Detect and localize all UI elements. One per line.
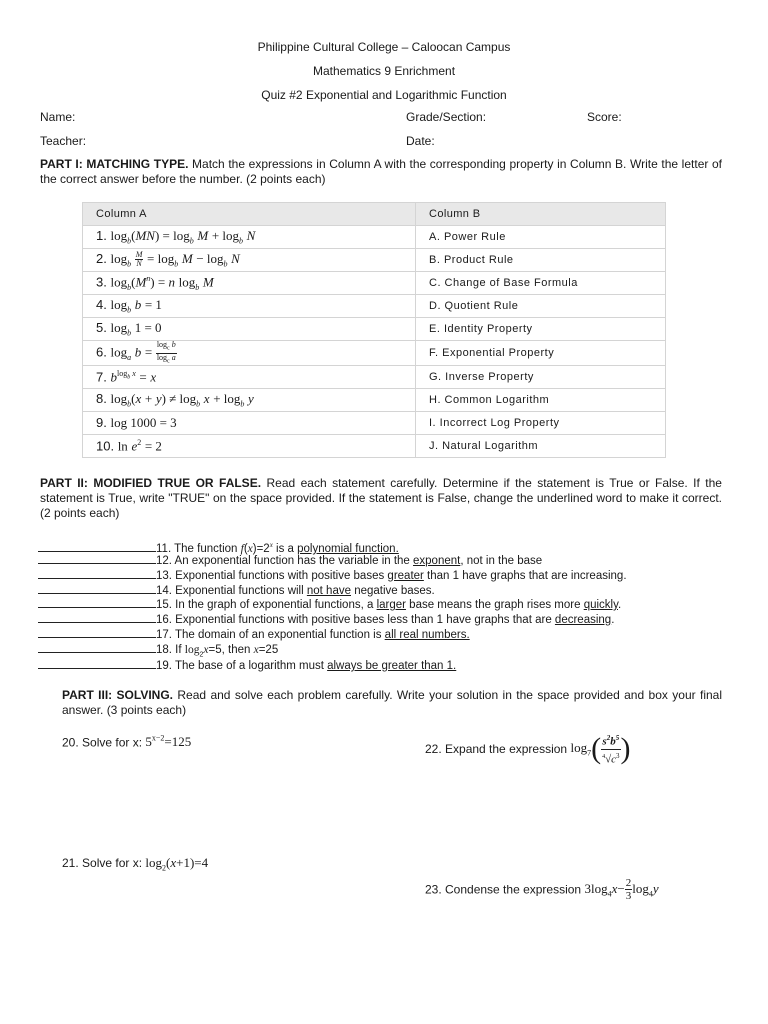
column-b-item: D. Quotient Rule [416,295,666,318]
table-header-row [83,203,666,226]
column-b-item: A. Power Rule [416,226,666,249]
part2-title: PART II: MODIFIED TRUE OR FALSE. [40,476,262,490]
table-row [83,318,666,341]
tf-item-16: 16. Exponential functions with positive bases less than 1 have graphs that are decreasing. [38,612,614,628]
tf-item-15: 15. In the graph of exponential functions, a larger base means the graph rises more quickly. [38,597,621,613]
problem-22: 22. Expand the expression $\log_7$( $\frac{s^2b^5}{^4√c^3}$ ) [425,732,631,766]
date-field: Date: [406,134,435,148]
column-b-item: B. Product Rule [416,249,666,272]
column-a-item: 2. $\log_b$ $\frac{M}{N}$ = $\log_b M - \log_b N$ [83,249,416,272]
problem-23: 23. Condense the expression $3\log_4x-$ $\frac{2}{3}$ $\log_4y$ [425,877,659,902]
part3-instructions [62,688,722,718]
part1-text: Match the expressions in Column A with the corresponding property in Column B. Write the letter of the correct answer before the number. (2 points each) [40,157,722,186]
column-b-item: C. Change of Base Formula [416,272,666,295]
column-a-item: 9. log 1000 = 3 [83,412,416,435]
part2-text: Read each statement carefully. Determine if the statement is True or False. If the statement is True, write "TRUE" on the space provided. If the statement is False, change the underlined word to make it correct. (2 points each) [40,476,722,520]
teacher-field: Teacher: [40,134,87,148]
problem-21: 21. Solve for x: $\log_2(x+1)=4$ [62,855,209,873]
tf-item-12: 12. An exponential function has the variable in the exponent, not in the base [38,553,542,569]
problem-20: 20. Solve for x: $5^{x-2}=125$ [62,734,192,750]
matching-table [82,202,666,458]
name-field: Name: [40,110,76,124]
column-a-item: 10. $\ln e^2 = 2$ [83,435,416,458]
answer-blank[interactable] [38,597,156,608]
column-a-header: Column A [83,203,416,226]
tf-item-13: 13. Exponential functions with positive bases greater than 1 have graphs that are increasing. [38,568,627,584]
part2-instructions [40,476,722,521]
tf-item-17: 17. The domain of an exponential function is all real numbers. [38,627,470,643]
part1-title: PART I: MATCHING TYPE. [40,157,189,171]
part3-title: PART III: SOLVING. [62,688,173,702]
table-row [83,435,666,458]
part1-instructions [40,157,722,187]
grade-section-field: Grade/Section: [406,110,487,124]
tf-item-19: 19. The base of a logarithm must always be greater than 1. [38,658,456,674]
column-a-item: 3. $\log_b(M^n) = n$ $\log_b M$ [83,272,416,295]
quiz-title: Quiz #2 Exponential and Logarithmic Function [261,88,507,102]
score-field: Score: [587,110,622,124]
tf-item-18: 18. If $\log_2x=5$, then x=25 [38,642,278,663]
table-row [83,272,666,295]
column-b-item: H. Common Logarithm [416,389,666,412]
answer-blank[interactable] [38,568,156,579]
answer-blank[interactable] [38,627,156,638]
column-b-item: F. Exponential Property [416,341,666,366]
part3-text: Read and solve each problem carefully. Write your solution in the space provided and box your final answer. (3 points each) [62,688,723,717]
tf-item-11: 11. The function $f(x)=2^x$ is a polynomial function. [38,538,399,556]
table-row [83,366,666,389]
column-b-item: I. Incorrect Log Property [416,412,666,435]
column-b-header: Column B [416,203,666,226]
table-row [83,226,666,249]
column-a-item: 1. $\log_b(MN) = \log_b M + \log_b N$ [83,226,416,249]
column-a-item: 6. $\log_a b$ = $\frac{\log_c b}{\log_c a}$ [83,341,416,366]
column-a-item: 4. $\log_b b = 1$ [83,295,416,318]
answer-blank[interactable] [38,583,156,594]
answer-blank[interactable] [38,541,156,552]
answer-blank[interactable] [38,658,156,669]
tf-item-14: 14. Exponential functions will not have negative bases. [38,583,435,599]
table-row [83,389,666,412]
answer-blank[interactable] [38,553,156,564]
answer-blank[interactable] [38,612,156,623]
answer-blank[interactable] [38,642,156,653]
column-b-item: E. Identity Property [416,318,666,341]
column-b-item: G. Inverse Property [416,366,666,389]
table-row [83,295,666,318]
column-b-item: J. Natural Logarithm [416,435,666,458]
school-name: Philippine Cultural College – Caloocan Campus [257,40,511,54]
column-a-item: 5. $\log_b 1 = 0$ [83,318,416,341]
table-row [83,249,666,272]
column-a-item: 8. $\log_b(x + y) \ne \log_b x + \log_b y$ [83,389,416,412]
column-a-item: 7. $b^{log_b x} = x$ [83,366,416,389]
table-row [83,412,666,435]
table-row [83,341,666,366]
subject-title: Mathematics 9 Enrichment [312,64,456,78]
